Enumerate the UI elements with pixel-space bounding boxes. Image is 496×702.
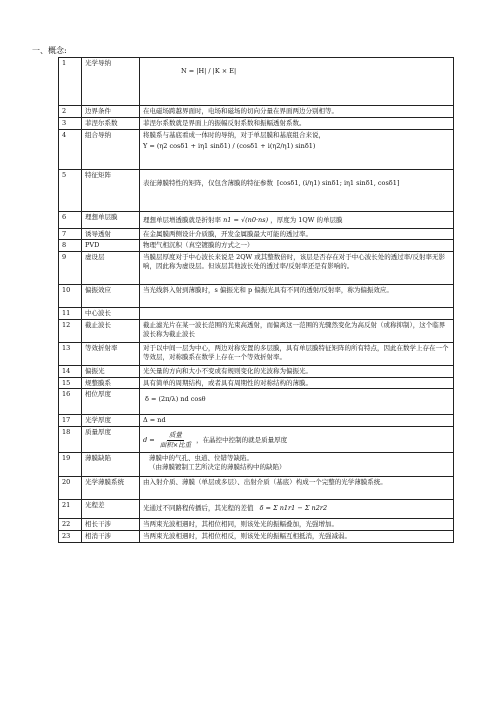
row-number: 1 [59, 58, 82, 106]
row-definition-cell [140, 169, 454, 211]
row-definition-2: （由薄膜镀制工艺所决定的薄膜结构中的缺陷） [149, 462, 286, 471]
mass-denominator: 面积×比重 [159, 440, 192, 449]
row-definition-cell [140, 252, 454, 285]
table-row [59, 427, 454, 453]
row-term: 相位厚度 [82, 389, 140, 415]
row-term: 光学导纳 [82, 58, 140, 106]
row-number: 8 [59, 240, 82, 252]
row-number: 14 [59, 365, 82, 377]
row-term: 虚设层 [82, 252, 140, 285]
row-definition-cell [140, 389, 454, 415]
row-definition-cell [140, 106, 454, 118]
table-row [59, 211, 454, 228]
row-definition-cell [140, 415, 454, 427]
row-definition-cell [140, 500, 454, 519]
row-term: 相消干涉 [82, 530, 140, 542]
row-term: 诱导透射 [82, 228, 140, 240]
path-difference-formula: δ = Σ n1r1 − Σ n2r2 [259, 504, 328, 513]
table-row [59, 415, 454, 427]
row-term: 特征矩阵 [82, 169, 140, 211]
row-number: 10 [59, 285, 82, 308]
row-definition-cell [140, 365, 454, 377]
row-definition: 对于以中间一层为中心，两边对称安置的多层膜，具有单层膜特征矩阵的所有特点，因此在数学上存在一个等效层，对称膜系在数学上存在一个等效折射率。 [143, 343, 449, 361]
row-definition: 当两束光波相遇时，其相位相反，则该处光的振幅互相抵消，光强减弱。 [143, 531, 351, 540]
table-row [59, 377, 454, 389]
combined-admittance-formula: Y = (η2 cosδ1 + iη1 sinδ1) / (cosδ1 + i(η2/η1) sinδ1) [143, 142, 316, 151]
table-row [59, 530, 454, 542]
row-definition: 在金属膜两侧设计介质膜，开发金属膜最大可能的透过率。 [143, 229, 312, 238]
row-number: 5 [59, 169, 82, 211]
row-number: 11 [59, 308, 82, 320]
row-number: 21 [59, 500, 82, 519]
row-term: 光程差 [82, 500, 140, 519]
row-definition-cell [140, 308, 454, 320]
row-term: 组合导纳 [82, 129, 140, 169]
table-row [59, 129, 454, 169]
row-number: 4 [59, 129, 82, 169]
row-definition: 在电磁场跨越界面时，电场和磁场的切向分量在界面两边分别相等。 [143, 107, 338, 115]
glossary-table [58, 57, 454, 543]
row-definition: 将膜系与基底看成一体时的导纳，对于单层膜和基底组合来说， [143, 130, 325, 139]
table-row [59, 342, 454, 365]
row-definition: 菲涅尔系数就是界面上的振幅反射系数和振幅透射系数。 [143, 118, 306, 127]
table-row [59, 365, 454, 377]
row-definition: 薄膜中的气孔、虫道、位错等缺陷。 [149, 454, 253, 463]
table-row [59, 285, 454, 308]
row-term: 相长干涉 [82, 519, 140, 531]
table-row [59, 106, 454, 118]
mass-numerator: 质量 [168, 431, 182, 440]
row-definition-cell [140, 377, 454, 389]
table-row [59, 240, 454, 252]
table-row [59, 252, 454, 285]
table-row [59, 319, 454, 342]
row-term: 中心波长 [82, 308, 140, 320]
admittance-formula: N = |H| / |K × E| [181, 67, 237, 75]
table-row [59, 117, 454, 129]
row-definition: 当光线斜入射到薄膜时，s 偏振光和 p 偏振光具有不同的透射/反射率，称为偏振效应。 [143, 286, 393, 295]
row-term: 偏振效应 [82, 285, 140, 308]
row-definition: 物理气相沉积（真空镀膜的方式之一） [143, 241, 254, 250]
ideal-index-formula: n1 = √(n0·ns) [223, 215, 269, 224]
table-row [59, 477, 454, 500]
row-term: 光学薄膜系统 [82, 477, 140, 500]
row-term: 截止波长 [82, 319, 140, 342]
table-row [59, 169, 454, 211]
table-row [59, 228, 454, 240]
table-row [59, 519, 454, 531]
row-definition: 光通过不同路程传播后，其光程的差值 [143, 504, 254, 513]
row-definition-cell [140, 519, 454, 531]
characteristic-matrix: [cosδ1, (i/η1) sinδ1; iη1 sinδ1, cosδ1] [277, 178, 400, 187]
row-definition-a: 理想单层增透膜就是折射率 [143, 215, 221, 224]
table-row [59, 453, 454, 477]
row-term: PVD [82, 240, 140, 252]
row-number: 20 [59, 477, 82, 500]
row-number: 18 [59, 427, 82, 453]
row-number: 15 [59, 377, 82, 389]
row-term: 边界条件 [82, 106, 140, 118]
row-definition-cell [140, 342, 454, 365]
row-definition-cell [140, 477, 454, 500]
row-definition: 截止滤光片在某一波长范围的光束高透射，而偏离这一范围的光骤然变化为高反射（或称抑制），这个临界波长称为截止波长 [143, 320, 446, 338]
row-term: 等效折射率 [82, 342, 140, 365]
row-definition: 当膜层厚度对于中心波长来说是 2QW 或其整数倍时，该层是否存在对于中心波长处的透过率/反射率无影响，因此称为虚设层。但该层其他波长处的透过率/反射率还是有影响的。 [143, 253, 445, 270]
row-definition-cell [140, 319, 454, 342]
table-row [59, 308, 454, 320]
row-definition-cell [140, 453, 454, 477]
row-definition: 表征薄膜特性的矩阵，仅包含薄膜的特征参数 [143, 178, 273, 187]
row-term: 规整膜系 [82, 377, 140, 389]
row-number: 7 [59, 228, 82, 240]
phase-thickness-formula: δ = (2π/λ) nd cosθ [145, 395, 206, 404]
row-definition-cell [140, 58, 454, 106]
row-definition-cell [140, 129, 454, 169]
row-number: 17 [59, 415, 82, 427]
row-term: 质量厚度 [82, 427, 140, 453]
row-definition-b: ，厚度为 1QW 的单层膜 [270, 215, 343, 224]
row-definition-cell [140, 530, 454, 542]
row-number: 23 [59, 530, 82, 542]
row-definition-cell [140, 117, 454, 129]
row-number: 13 [59, 342, 82, 365]
row-definition: 具有简单的周期结构，或者具有周期性的对称结构的薄膜。 [143, 378, 312, 387]
row-definition-cell: d = $\frac{\text{质量}}{\text{面积×比重}}$ ，在晶控中控制的就是质量厚度 [140, 427, 454, 453]
row-number: 19 [59, 453, 82, 477]
row-number: 22 [59, 519, 82, 531]
table-row [59, 500, 454, 519]
row-definition: 当两束光波相遇时，其相位相同，则该处光的振幅叠加，光强增加。 [143, 520, 338, 529]
row-definition-cell [140, 211, 454, 228]
row-number: 9 [59, 252, 82, 285]
row-number: 3 [59, 117, 82, 129]
row-definition: 光矢量的方向和大小不变或有规则变化的光波称为偏振光。 [143, 366, 312, 375]
row-definition-cell [140, 285, 454, 308]
table-row [59, 58, 454, 106]
row-term: 菲涅尔系数 [82, 117, 140, 129]
row-term: 理想单层膜 [82, 211, 140, 228]
row-term: 薄膜缺陷 [82, 453, 140, 477]
row-number: 12 [59, 319, 82, 342]
row-definition: ，在晶控中控制的就是质量厚度 [196, 436, 288, 444]
row-term: 光学厚度 [82, 415, 140, 427]
row-definition-cell [140, 240, 454, 252]
row-number: 6 [59, 211, 82, 228]
section-heading: 一、概念: [32, 46, 67, 55]
table-row [59, 389, 454, 415]
row-term: 偏振光 [82, 365, 140, 377]
row-number: 2 [59, 106, 82, 118]
row-definition-cell [140, 228, 454, 240]
optical-thickness-formula: Δ = nd [143, 416, 166, 425]
row-definition: 由入射介质、薄膜（单层或多层）、出射介质（基底）构成一个完整的光学薄膜系统。 [143, 478, 387, 487]
row-number: 16 [59, 389, 82, 415]
